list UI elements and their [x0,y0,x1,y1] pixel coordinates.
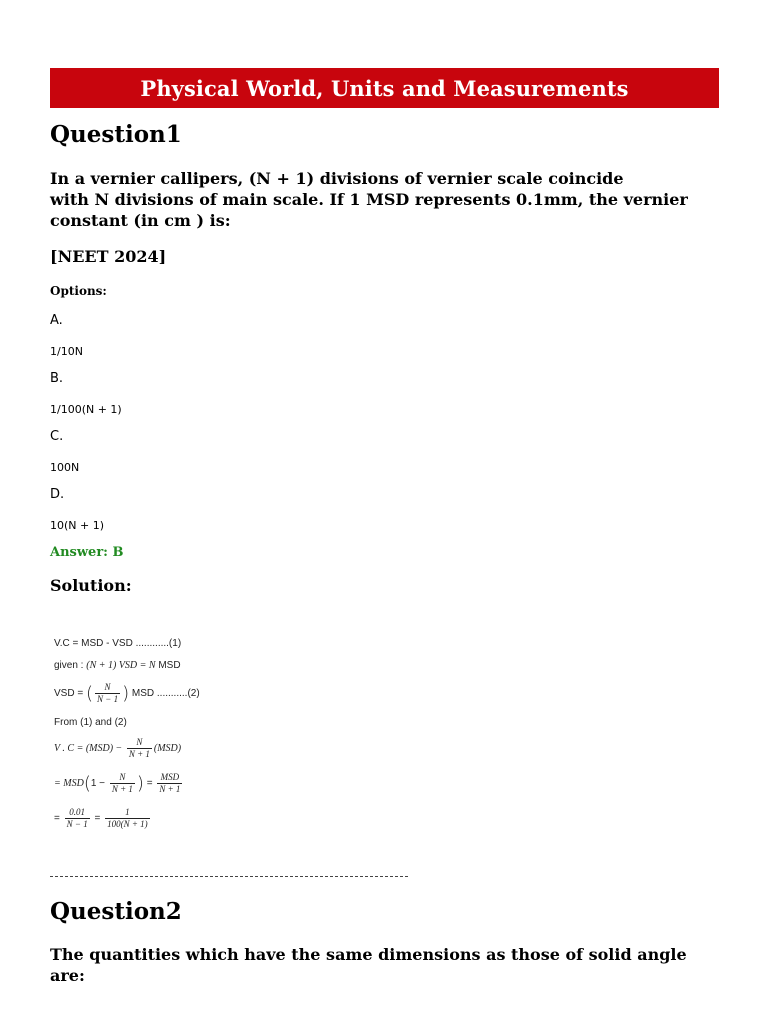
question1-text-line: In a vernier callipers, (N + 1) divisions of vernier scale coincide [50,169,624,188]
solution-line-7: = $\frac{0.01}{N - 1}$ = $\frac{1}{100(N + 1)}$ [54,807,148,829]
question1-title: Question1 [50,121,182,148]
solution-line-1: V.C = MSD - VSD ............(1) [54,638,182,649]
option-d-value: 10(N + 1) [50,519,105,532]
options-label: Options: [50,284,107,298]
option-c-letter: C. [50,429,64,444]
question1-text-line: with N divisions of main scale. If 1 MSD represents 0.1mm, the vernier [50,190,688,209]
chapter-banner [50,68,719,108]
exam-tag: [NEET 2024] [50,247,167,266]
answer-label: Answer: B [50,545,124,560]
option-c-value: 100N [50,461,80,474]
solution-line-4: From (1) and (2) [54,717,127,728]
question2-text-line: The quantities which have the same dimensions as those of solid angle [50,945,687,964]
option-b-letter: B. [50,371,64,386]
question2-title: Question2 [50,898,182,925]
question2-text-line: are: [50,966,85,985]
chapter-title: Physical World, Units and Measurements [140,75,629,101]
question-separator [50,876,408,877]
solution-line-3: VSD = ( $\frac{N}{N - 1}$ ) MSD ...........(2) [54,682,200,704]
option-b-value: 1/100(N + 1) [50,403,122,416]
solution-line-5: V . C = (MSD) − $\frac{N}{N + 1}$ (MSD) [54,737,182,759]
option-a-value: 1/10N [50,345,83,358]
solution-derivation [50,632,220,837]
solution-line-6: = MSD(1 − $\frac{N}{N + 1}$ ) = $\frac{\text{MSD}}{N + 1}$ [54,772,181,794]
question1-text-line: constant (in cm ) is: [50,211,231,230]
option-d-letter: D. [50,487,65,502]
question2-text [50,944,720,986]
solution-line-2: given : (N + 1) VSD = N MSD [54,660,181,671]
question1-text [50,168,720,231]
option-a-letter: A. [50,313,63,328]
solution-title: Solution: [50,576,132,595]
